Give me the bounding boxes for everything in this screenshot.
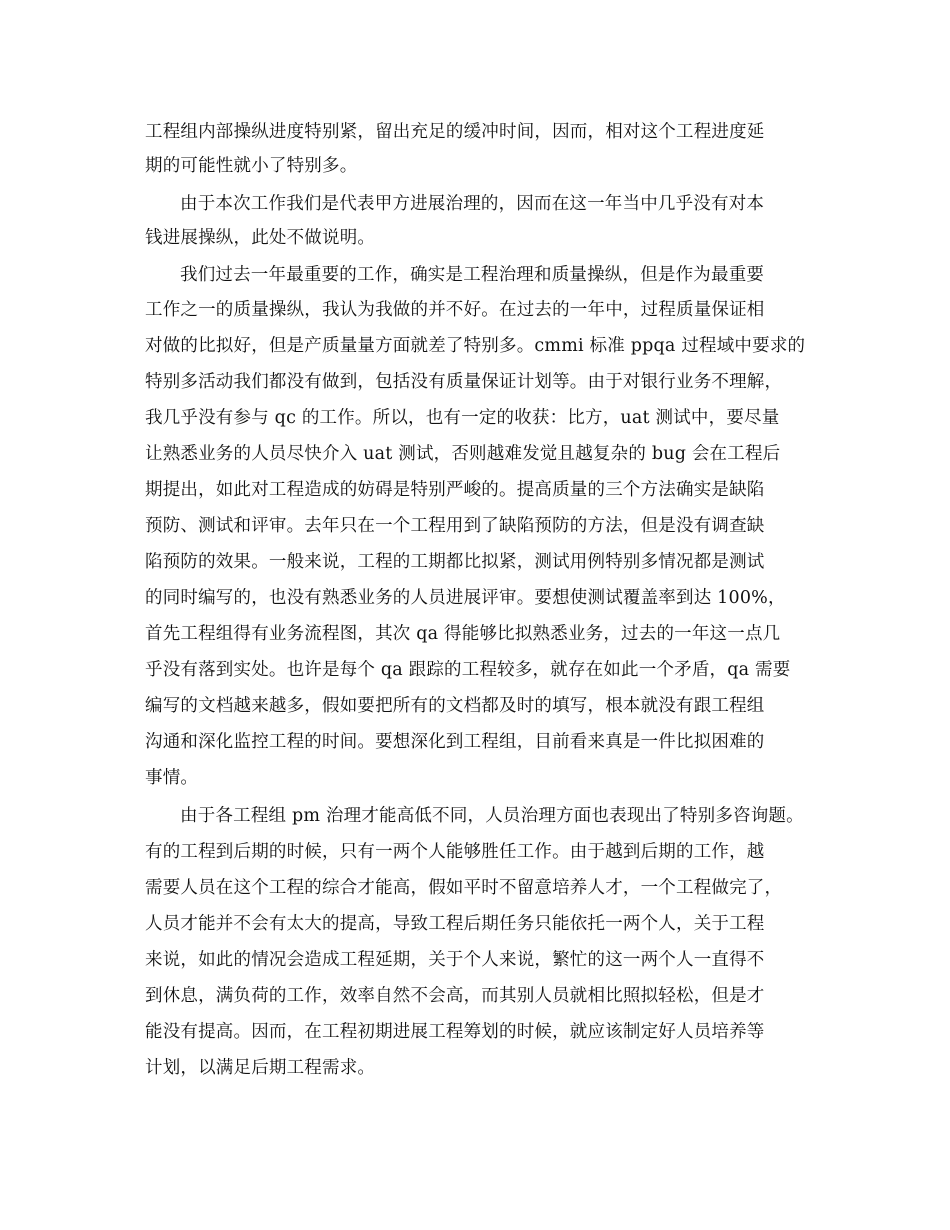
text-line: 期的可能性就小了特别多。 bbox=[145, 156, 358, 176]
text-line: 到休息，满负荷的工作，效率自然不会高，而其别人员就相比照拟轻松，但是才 bbox=[145, 986, 765, 1006]
text-line: 来说，如此的情况会造成工程延期，关于个人来说，繁忙的这一两个人一直得不 bbox=[145, 950, 765, 970]
text-line: 对做的比拟好，但是产质量量方面就差了特别多。cmmi 标准 ppqa 过程域中要求的 bbox=[145, 336, 806, 356]
paragraph-start-line: 由于本次工作我们是代表甲方进展治理的，因而在这一年当中几乎没有对本 bbox=[180, 194, 765, 214]
text-line: 工作之一的质量操纵，我认为我做的并不好。在过去的一年中，过程质量保证相 bbox=[145, 300, 765, 320]
text-line: 沟通和深化监控工程的时间。要想深化到工程组，目前看来真是一件比拟困难的 bbox=[145, 732, 765, 752]
text-line: 让熟悉业务的人员尽快介入 uat 测试，否则越难发觉且越复杂的 bug 会在工程后 bbox=[145, 444, 781, 464]
text-line: 钱进展操纵，此处不做说明。 bbox=[145, 228, 376, 248]
text-line: 计划，以满足后期工程需求。 bbox=[145, 1058, 376, 1078]
text-line: 特别多活动我们都没有做到，包括没有质量保证计划等。由于对银行业务不理解， bbox=[145, 372, 783, 392]
text-line: 乎没有落到实处。也许是每个 qa 跟踪的工程较多，就存在如此一个矛盾，qa 需要 bbox=[145, 660, 791, 680]
text-line: 首先工程组得有业务流程图，其次 qa 得能够比拟熟悉业务，过去的一年这一点几 bbox=[145, 624, 781, 644]
text-line: 编写的文档越来越多，假如要把所有的文档都及时的填写，根本就没有跟工程组 bbox=[145, 696, 765, 716]
text-line: 事情。 bbox=[145, 768, 199, 788]
text-line: 需要人员在这个工程的综合才能高，假如平时不留意培养人才，一个工程做完了， bbox=[145, 878, 783, 898]
text-line: 的同时编写的，也没有熟悉业务的人员进展评审。要想使测试覆盖率到达 100%， bbox=[145, 588, 786, 608]
text-line: 期提出，如此对工程造成的妨碍是特别严峻的。提高质量的三个方法确实是缺陷 bbox=[145, 480, 765, 500]
text-line: 有的工程到后期的时候，只有一两个人能够胜任工作。由于越到后期的工作，越 bbox=[145, 842, 765, 862]
text-line: 人员才能并不会有太大的提高，导致工程后期任务只能依托一两个人，关于工程 bbox=[145, 914, 765, 934]
text-line: 预防、测试和评审。去年只在一个工程用到了缺陷预防的方法，但是没有调查缺 bbox=[145, 516, 765, 536]
paragraph-start-line: 我们过去一年最重要的工作，确实是工程治理和质量操纵，但是作为最重要 bbox=[180, 265, 765, 285]
text-line: 陷预防的效果。一般来说，工程的工期都比拟紧，测试用例特别多情况都是测试 bbox=[145, 552, 765, 572]
text-line: 能没有提高。因而，在工程初期进展工程筹划的时候，就应该制定好人员培养等 bbox=[145, 1022, 765, 1042]
text-line: 工程组内部操纵进度特别紧，留出充足的缓冲时间，因而，相对这个工程进度延 bbox=[145, 122, 765, 142]
paragraph-start-line: 由于各工程组 pm 治理才能高低不同，人员治理方面也表现出了特别多咨询题。 bbox=[180, 806, 804, 826]
text-line: 我几乎没有参与 qc 的工作。所以，也有一定的收获：比方，uat 测试中，要尽量 bbox=[145, 408, 780, 428]
